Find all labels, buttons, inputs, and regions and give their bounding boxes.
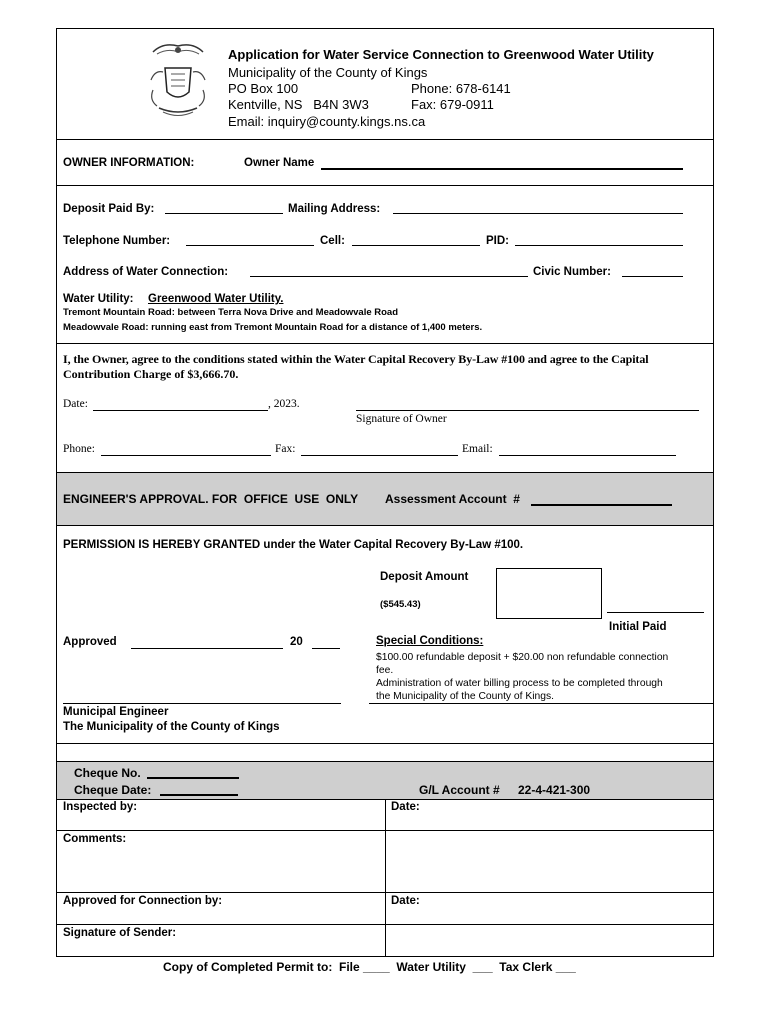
cheque-date-label: Cheque Date:	[74, 783, 152, 797]
engineer-approval-label: ENGINEER'S APPROVAL. FOR OFFICE USE ONLY	[63, 492, 359, 506]
divider	[56, 185, 714, 186]
gl-account-value: 22-4-421-300	[518, 783, 591, 797]
agreement-fax-field[interactable]	[301, 445, 458, 456]
agreement-fax-label: Fax:	[275, 443, 296, 455]
comments-label: Comments:	[63, 833, 127, 845]
deposit-paid-by-label: Deposit Paid By:	[63, 203, 155, 215]
telephone-label: Telephone Number:	[63, 235, 171, 247]
mailing-address-label: Mailing Address:	[288, 203, 381, 215]
signature-sender-label: Signature of Sender:	[63, 927, 177, 939]
agreement-date-label: Date:	[63, 398, 88, 410]
mailing-address-field[interactable]	[393, 203, 683, 214]
deposit-amount-label: Deposit Amount	[380, 571, 469, 583]
cheque-no-field[interactable]	[147, 767, 239, 779]
agreement-email-label: Email:	[462, 443, 493, 455]
municipal-engineer-label: Municipal Engineer	[63, 706, 169, 718]
assessment-account-label: Assessment Account #	[385, 492, 520, 506]
engineer-signature-line	[63, 703, 341, 704]
address-connection-label: Address of Water Connection:	[63, 266, 229, 278]
civic-number-field[interactable]	[622, 266, 683, 277]
signature-owner-label: Signature of Owner	[356, 413, 447, 425]
email-address: Email: inquiry@county.kings.ns.ca	[228, 114, 426, 129]
address-connection-field[interactable]	[250, 266, 528, 277]
municipality-name: Municipality of the County of Kings	[228, 65, 428, 80]
approved-label: Approved	[63, 636, 117, 648]
copy-distribution-text: Copy of Completed Permit to: File ____ Water Utility ___ Tax Clerk ___	[163, 960, 576, 974]
divider	[56, 830, 714, 831]
po-box: PO Box 100	[228, 81, 299, 96]
special-conditions-line-1: $100.00 refundable deposit + $20.00 non refundable connection	[376, 652, 669, 663]
special-conditions-label: Special Conditions:	[376, 635, 484, 647]
deposit-paid-by-field[interactable]	[165, 203, 283, 214]
divider	[56, 525, 714, 526]
owner-name-field[interactable]	[321, 158, 683, 170]
water-utility-label: Water Utility:	[63, 293, 134, 305]
special-conditions-line-4: the Municipality of the County of Kings.	[376, 691, 555, 702]
inspected-by-label: Inspected by:	[63, 801, 138, 813]
special-conditions-line-3: Administration of water billing process to be completed through	[376, 678, 663, 689]
city-address: Kentville, NS B4N 3W3	[228, 97, 369, 112]
agreement-year: , 2023.	[268, 398, 300, 410]
connection-date-label: Date:	[391, 895, 420, 907]
divider	[56, 343, 714, 344]
cell-label: Cell:	[320, 235, 345, 247]
gl-account-label: G/L Account #	[419, 783, 500, 797]
initial-paid-label: Initial Paid	[609, 621, 667, 633]
inspection-date-label: Date:	[391, 801, 420, 813]
permission-text: PERMISSION IS HEREBY GRANTED under the Water Capital Recovery By-Law #100.	[63, 539, 524, 551]
agreement-date-field[interactable]	[93, 400, 268, 411]
special-conditions-underline	[369, 703, 714, 704]
approved-year-prefix: 20	[290, 636, 303, 648]
initial-paid-field[interactable]	[607, 602, 704, 613]
engineer-municipality-label: The Municipality of the County of Kings	[63, 721, 280, 733]
service-area-line-1: Tremont Mountain Road: between Terra Nova Drive and Meadowvale Road	[63, 307, 399, 318]
agreement-email-field[interactable]	[499, 445, 676, 456]
approved-year-field[interactable]	[312, 638, 340, 649]
county-crest-logo	[143, 40, 213, 120]
divider	[56, 924, 714, 925]
agreement-phone-label: Phone:	[63, 443, 95, 455]
fax-number: Fax: 679-0911	[411, 97, 494, 112]
approved-field[interactable]	[131, 638, 283, 649]
deposit-amount-box[interactable]	[496, 568, 602, 619]
water-utility-value: Greenwood Water Utility.	[148, 293, 284, 305]
service-area-line-2: Meadowvale Road: running east from Tremont Mountain Road for a distance of 1,400 meters.	[63, 322, 483, 333]
civic-number-label: Civic Number:	[533, 266, 611, 278]
pid-field[interactable]	[515, 235, 683, 246]
approved-connection-label: Approved for Connection by:	[63, 895, 223, 907]
owner-section-label: OWNER INFORMATION:	[63, 157, 195, 169]
agreement-text-line-2: Contribution Charge of $3,666.70.	[63, 367, 239, 381]
telephone-field[interactable]	[186, 235, 314, 246]
divider	[56, 139, 714, 140]
divider	[56, 892, 714, 893]
agreement-text-line-1: I, the Owner, agree to the conditions stated within the Water Capital Recovery By-Law #100 and agree to the Capital	[63, 352, 649, 366]
agreement-phone-field[interactable]	[101, 445, 271, 456]
assessment-account-field[interactable]	[531, 494, 672, 506]
table-column-divider	[385, 799, 386, 956]
cell-field[interactable]	[352, 235, 480, 246]
deposit-amount-value: ($545.43)	[380, 599, 421, 610]
divider	[56, 743, 714, 744]
pid-label: PID:	[486, 235, 509, 247]
owner-name-label: Owner Name	[244, 157, 315, 169]
form-title: Application for Water Service Connection to Greenwood Water Utility	[228, 47, 654, 62]
cheque-no-label: Cheque No.	[74, 766, 141, 780]
owner-signature-field[interactable]	[356, 400, 699, 411]
cheque-date-field[interactable]	[160, 784, 238, 796]
phone-number: Phone: 678-6141	[411, 81, 511, 96]
special-conditions-line-2: fee.	[376, 665, 394, 676]
